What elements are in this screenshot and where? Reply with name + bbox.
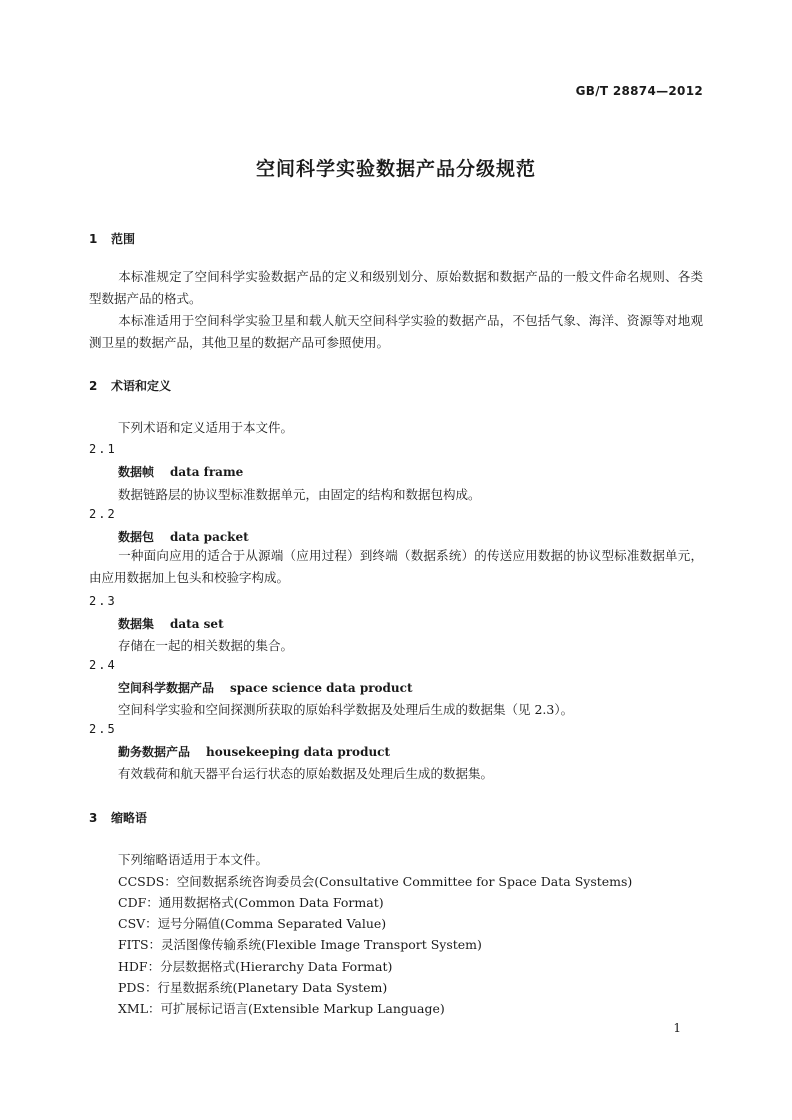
abbreviation-item: PDS：行星数据系统(Planetary Data System) xyxy=(118,980,388,995)
term-chinese: 空间科学数据产品 xyxy=(118,681,215,695)
term-heading xyxy=(118,463,243,480)
abbreviation-item: CDF：通用数据格式(Common Data Format) xyxy=(118,895,384,910)
term-english: data packet xyxy=(170,530,249,544)
term-heading xyxy=(118,528,249,545)
section-title: 范围 xyxy=(111,232,136,246)
term-chinese: 数据包 xyxy=(118,530,155,544)
term-chinese: 数据集 xyxy=(118,617,155,631)
clause-number: 2.4 xyxy=(89,658,117,672)
abbreviation-item: CCSDS：空间数据系统咨询委员会(Consultative Committee for Space Data Systems) xyxy=(118,874,633,889)
section-number: 3 xyxy=(89,811,98,825)
section-title: 术语和定义 xyxy=(111,379,172,393)
scope-paragraph-2 xyxy=(89,310,703,354)
term-definition: 空间科学实验和空间探测所获取的原始科学数据及处理后生成的数据集（见 2.3）。 xyxy=(118,702,574,717)
term-heading xyxy=(118,743,390,760)
standard-code: GB/T 28874—2012 xyxy=(575,84,703,98)
abbreviation-item: HDF：分层数据格式(Hierarchy Data Format) xyxy=(118,959,393,974)
terms-intro: 下列术语和定义适用于本文件。 xyxy=(118,420,294,435)
section-1-heading xyxy=(89,230,135,247)
abbreviation-item: CSV：逗号分隔值(Comma Separated Value) xyxy=(118,916,387,931)
section-2-heading xyxy=(89,377,171,394)
scope-paragraph-1 xyxy=(89,266,703,310)
paragraph-text: 本标准规定了空间科学实验数据产品的定义和级别划分、原始数据和数据产品的一般文件命名规则、各类型数据产品的格式。 xyxy=(89,269,703,306)
term-heading xyxy=(118,679,413,696)
paragraph-text: 本标准适用于空间科学实验卫星和载人航天空间科学实验的数据产品，不包括气象、海洋、资源等对地观测卫星的数据产品，其他卫星的数据产品可参照使用。 xyxy=(89,313,703,350)
section-title: 缩略语 xyxy=(111,811,148,825)
term-heading xyxy=(118,615,224,632)
term-english: space science data product xyxy=(230,681,413,695)
section-3-heading xyxy=(89,809,147,826)
page-number: 1 xyxy=(673,1021,681,1035)
abbreviation-item: FITS：灵活图像传输系统(Flexible Image Transport System) xyxy=(118,937,482,952)
term-english: housekeeping data product xyxy=(206,745,391,759)
clause-number: 2.2 xyxy=(89,507,117,521)
section-number: 1 xyxy=(89,232,98,246)
term-definition: 数据链路层的协议型标准数据单元，由固定的结构和数据包构成。 xyxy=(118,487,481,502)
clause-number: 2.1 xyxy=(89,442,117,456)
term-definition: 有效载荷和航天器平台运行状态的原始数据及处理后生成的数据集。 xyxy=(118,766,494,781)
abbreviations-intro: 下列缩略语适用于本文件。 xyxy=(118,852,269,867)
abbreviation-item: XML：可扩展标记语言(Extensible Markup Language) xyxy=(118,1001,445,1016)
paragraph-text: 一种面向应用的适合于从源端（应用过程）到终端（数据系统）的传送应用数据的协议型标准数据单元，由应用数据加上包头和校验字构成。 xyxy=(89,548,703,585)
section-number: 2 xyxy=(89,379,98,393)
term-definition: 存储在一起的相关数据的集合。 xyxy=(118,638,294,653)
clause-number: 2.5 xyxy=(89,722,117,736)
term-chinese: 数据帧 xyxy=(118,465,155,479)
document-title: 空间科学实验数据产品分级规范 xyxy=(255,158,536,180)
term-definition xyxy=(89,545,703,589)
term-english: data frame xyxy=(170,465,244,479)
term-english: data set xyxy=(170,617,224,631)
term-chinese: 勤务数据产品 xyxy=(118,745,191,759)
clause-number: 2.3 xyxy=(89,594,117,608)
